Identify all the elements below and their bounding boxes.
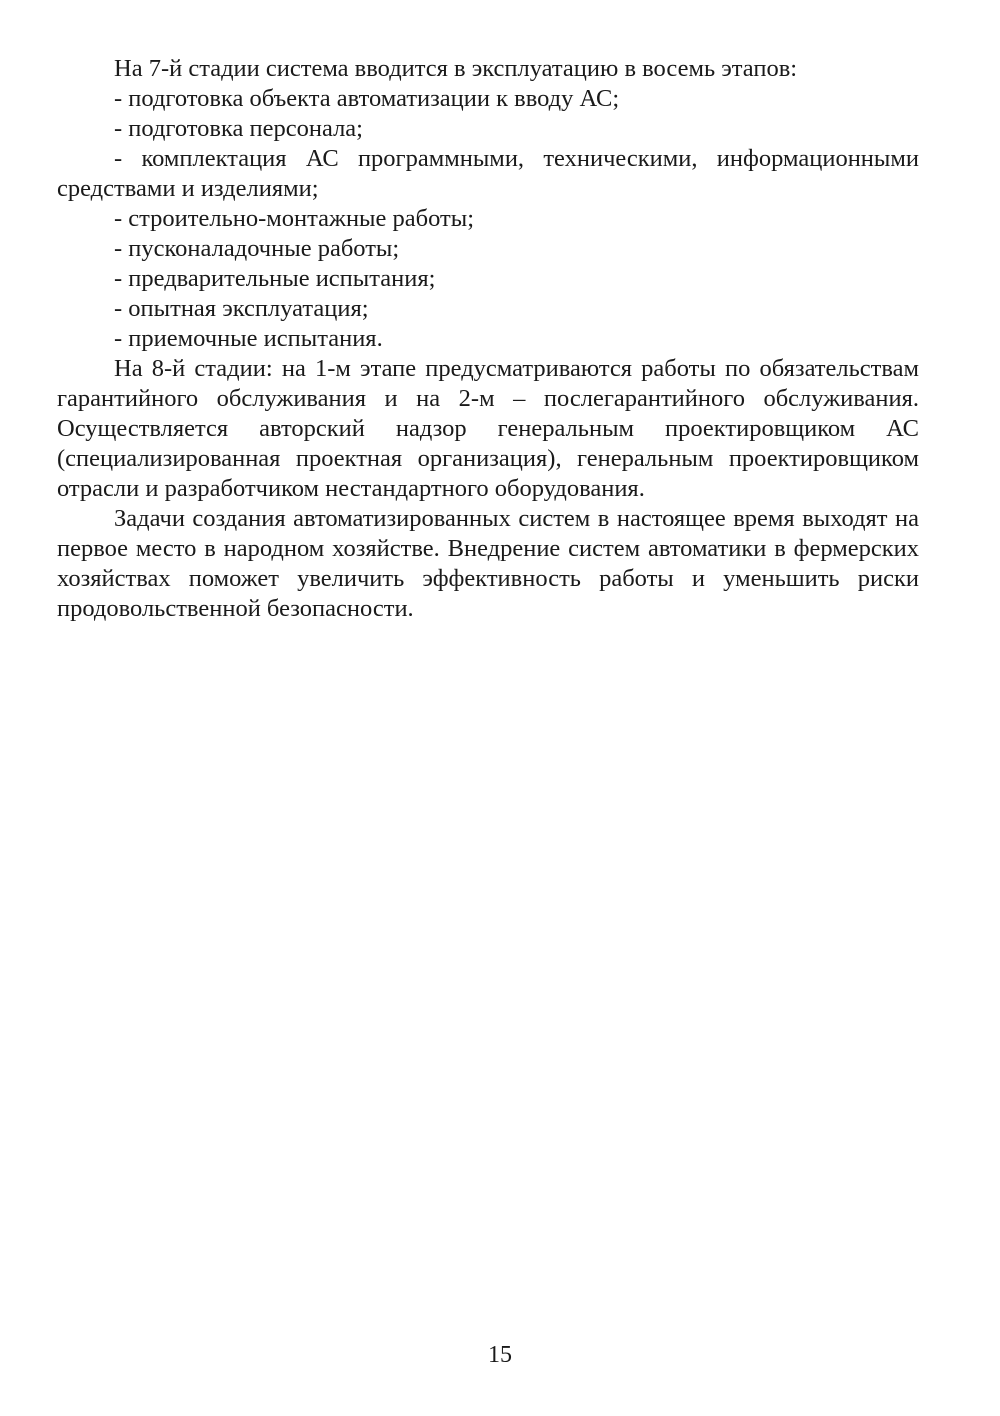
- paragraph-conclusion: Задачи создания автоматизированных систем в настоящее время выходят на первое место в народном хозяйстве. Внедрение систем автоматики в фермерских хозяйствах поможет увеличить эффективность работы и уменьшить риски продовольственной безопасности.: [57, 505, 919, 622]
- paragraph-stage-8: На 8-й стадии: на 1-м этапе предусматриваются работы по обязательствам гарантийного обслуживания и на 2-м – послегарантийного обслуживания. Осуществляется авторский надзор генеральным проектировщиком АС (специализированная проектная организация), генеральным проектировщиком отрасли и разработчиком нестандартного оборудования.: [57, 355, 919, 502]
- page-number: 15: [488, 1342, 512, 1368]
- list-item-object-preparation: - подготовка объекта автоматизации к вводу АС;: [114, 85, 620, 112]
- list-item-acceptance-tests: - приемочные испытания.: [114, 325, 383, 352]
- paragraph-stage-7-intro: На 7-й стадии система вводится в эксплуатацию в восемь этапов:: [114, 55, 798, 82]
- list-item-trial-operation: - опытная эксплуатация;: [114, 295, 369, 322]
- list-item-equipment: - комплектация АС программными, техническими, информационными средствами и изделиями;: [57, 145, 919, 202]
- list-item-commissioning: - пусконаладочные работы;: [114, 235, 400, 262]
- body-text: [57, 54, 919, 624]
- list-item-staff-preparation: - подготовка персонала;: [114, 115, 363, 142]
- list-item-preliminary-tests: - предварительные испытания;: [114, 265, 436, 292]
- list-item-construction: - строительно-монтажные работы;: [114, 205, 475, 232]
